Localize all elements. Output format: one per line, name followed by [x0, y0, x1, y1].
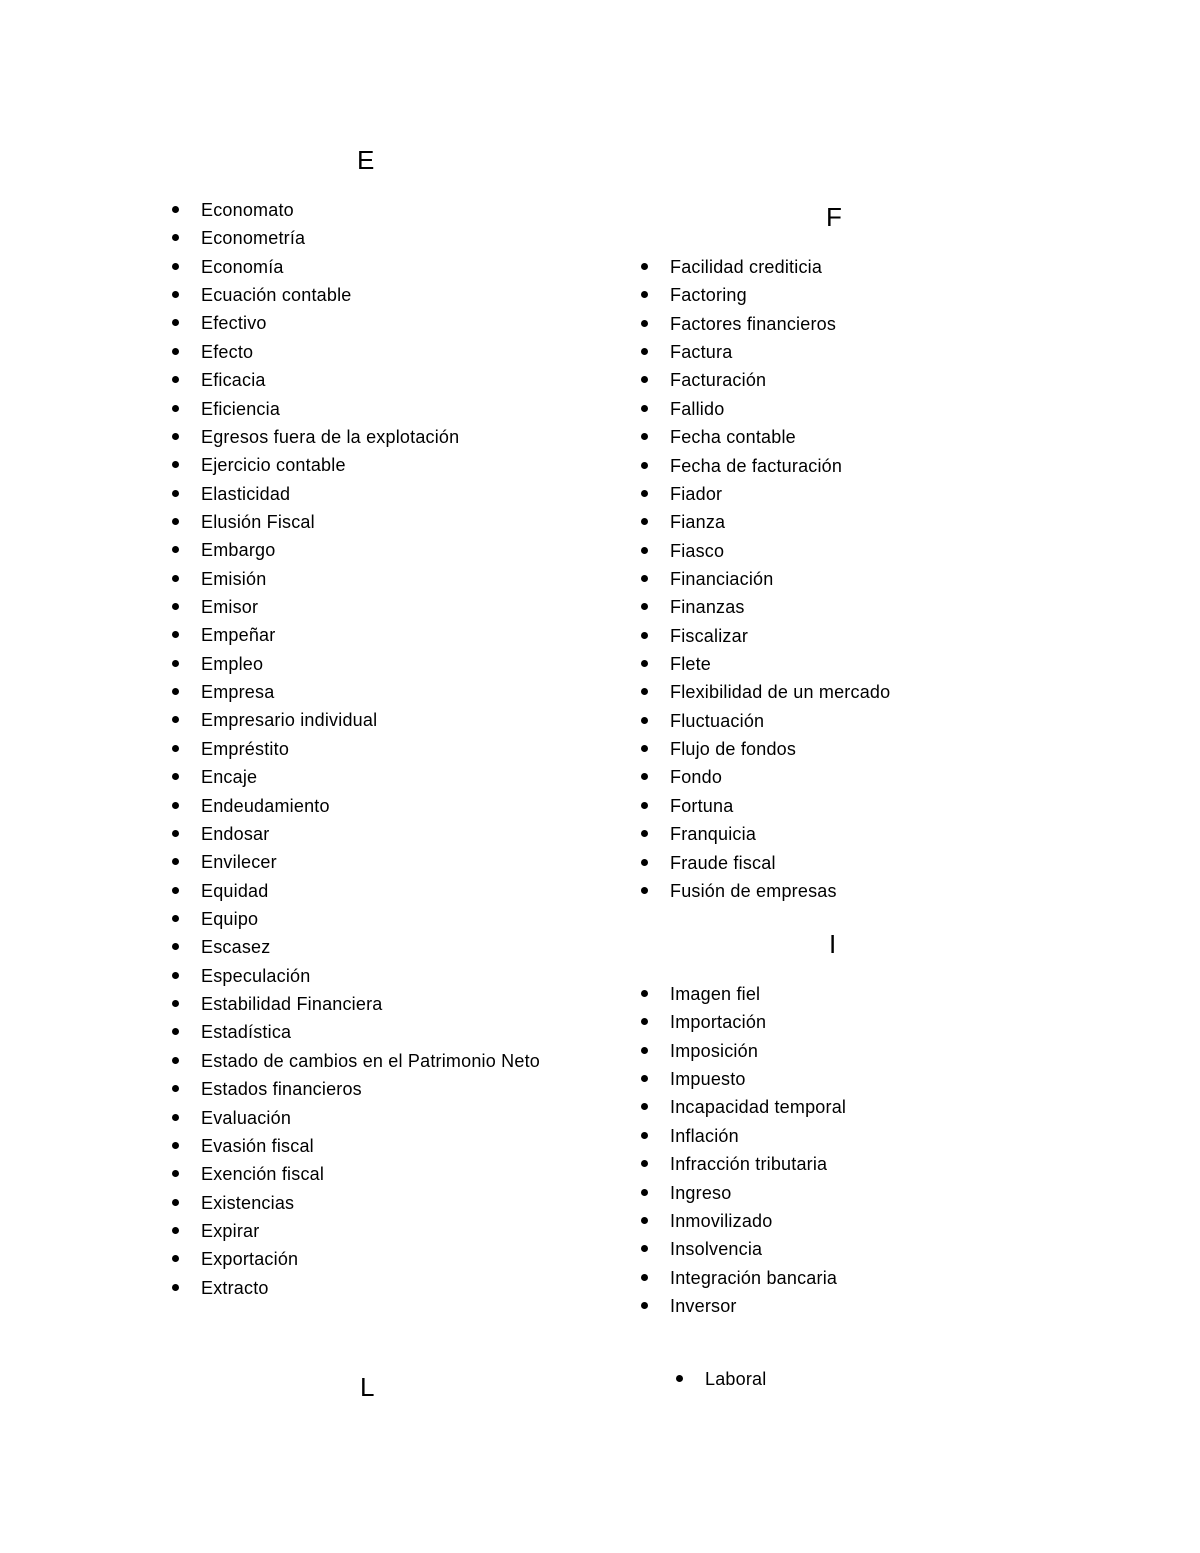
bullet-icon — [172, 319, 179, 326]
term-list-i — [670, 980, 846, 1320]
term-label: Facturación — [670, 370, 767, 391]
term-label: Escasez — [201, 937, 271, 958]
term-label: Ejercicio contable — [201, 455, 346, 476]
term-label: Estados financieros — [201, 1079, 362, 1100]
bullet-icon — [172, 1028, 179, 1035]
list-item — [201, 309, 540, 337]
bullet-icon — [676, 1375, 683, 1382]
list-item — [201, 536, 540, 564]
section-heading-e: E — [357, 145, 375, 175]
list-item — [201, 877, 540, 905]
bullet-icon — [641, 405, 648, 412]
term-label: Factoring — [670, 285, 747, 306]
list-item — [201, 480, 540, 508]
bullet-icon — [641, 1160, 648, 1167]
list-item — [201, 281, 540, 309]
bullet-icon — [172, 887, 179, 894]
bullet-icon — [641, 632, 648, 639]
bullet-icon — [641, 1103, 648, 1110]
term-label: Expirar — [201, 1220, 260, 1241]
list-item — [670, 480, 890, 508]
term-label: Empresa — [201, 682, 275, 703]
list-item — [670, 650, 890, 678]
list-item — [201, 395, 540, 423]
section-heading-i: I — [829, 929, 837, 959]
list-item — [201, 1217, 540, 1245]
term-label: Endeudamiento — [201, 795, 330, 816]
bullet-icon — [172, 546, 179, 553]
list-item — [201, 1018, 540, 1046]
list-item — [670, 735, 890, 763]
list-item — [201, 1274, 540, 1302]
list-item — [670, 763, 890, 791]
bullet-icon — [641, 320, 648, 327]
term-label: Efectivo — [201, 313, 267, 334]
section-heading-l: L — [360, 1372, 375, 1402]
bullet-icon — [172, 1227, 179, 1234]
term-label: Franquicia — [670, 824, 757, 845]
term-label: Envilecer — [201, 852, 277, 873]
list-item — [201, 621, 540, 649]
term-label: Fiador — [670, 483, 723, 504]
list-item — [201, 735, 540, 763]
bullet-icon — [641, 990, 648, 997]
term-label: Elusión Fiscal — [201, 511, 315, 532]
bullet-icon — [172, 206, 179, 213]
bullet-icon — [172, 263, 179, 270]
term-label: Inmovilizado — [670, 1210, 773, 1231]
term-label: Economato — [201, 200, 294, 220]
term-label: Fiscalizar — [670, 625, 749, 646]
term-label: Factura — [670, 342, 733, 363]
list-item — [670, 849, 890, 877]
list-item — [201, 1245, 540, 1273]
list-item — [670, 1093, 846, 1121]
list-item — [201, 253, 540, 281]
list-item — [670, 792, 890, 820]
term-list-e — [201, 196, 540, 1302]
term-label: Equidad — [201, 880, 269, 901]
bullet-icon — [172, 405, 179, 412]
list-item — [670, 1150, 846, 1178]
term-label: Flete — [670, 654, 712, 675]
term-label: Estabilidad Financiera — [201, 994, 383, 1015]
bullet-icon — [641, 1075, 648, 1082]
term-list-l — [705, 1365, 766, 1393]
bullet-icon — [641, 348, 648, 355]
bullet-icon — [641, 263, 648, 270]
bullet-icon — [172, 234, 179, 241]
term-label: Finanzas — [670, 597, 745, 618]
list-item — [201, 366, 540, 394]
bullet-icon — [641, 490, 648, 497]
term-label: Evasión fiscal — [201, 1135, 314, 1156]
bullet-icon — [172, 433, 179, 440]
term-label: Elasticidad — [201, 483, 291, 504]
term-label: Imposición — [670, 1040, 759, 1061]
term-label: Inversor — [670, 1295, 737, 1316]
bullet-icon — [641, 1274, 648, 1281]
bullet-icon — [172, 830, 179, 837]
bullet-icon — [172, 858, 179, 865]
list-item — [201, 1132, 540, 1160]
list-item — [201, 423, 540, 451]
bullet-icon — [641, 830, 648, 837]
bullet-icon — [172, 915, 179, 922]
term-label: Financiación — [670, 568, 774, 589]
term-label: Exención fiscal — [201, 1164, 325, 1185]
term-label: Emisión — [201, 568, 267, 589]
list-item — [670, 310, 890, 338]
term-label: Ecuación contable — [201, 285, 352, 306]
list-item — [201, 820, 540, 848]
list-item — [201, 1075, 540, 1103]
term-label: Laboral — [705, 1369, 767, 1389]
list-item — [670, 565, 890, 593]
term-label: Existencias — [201, 1192, 295, 1213]
term-label: Exportación — [201, 1249, 299, 1270]
bullet-icon — [172, 1000, 179, 1007]
list-item — [670, 1065, 846, 1093]
list-item — [201, 933, 540, 961]
term-label: Econometría — [201, 228, 306, 249]
bullet-icon — [172, 575, 179, 582]
term-label: Fiasco — [670, 540, 725, 561]
list-item — [201, 848, 540, 876]
list-item — [201, 905, 540, 933]
term-label: Egresos fuera de la explotación — [201, 426, 460, 447]
bullet-icon — [641, 376, 648, 383]
bullet-icon — [641, 1189, 648, 1196]
bullet-icon — [641, 688, 648, 695]
term-label: Especulación — [201, 965, 311, 986]
list-item — [670, 1008, 846, 1036]
term-label: Extracto — [201, 1277, 269, 1298]
bullet-icon — [172, 1085, 179, 1092]
list-item — [201, 338, 540, 366]
term-label: Fallido — [670, 398, 725, 419]
list-item — [670, 877, 890, 905]
list-item — [201, 650, 540, 678]
list-item — [670, 253, 890, 281]
list-item — [201, 1047, 540, 1075]
term-label: Equipo — [201, 908, 259, 929]
list-item — [201, 792, 540, 820]
term-label: Efecto — [201, 341, 254, 362]
bullet-icon — [641, 1245, 648, 1252]
list-item — [201, 1189, 540, 1217]
term-list-f — [670, 253, 890, 905]
bullet-icon — [172, 802, 179, 809]
list-item — [201, 451, 540, 479]
bullet-icon — [641, 802, 648, 809]
bullet-icon — [641, 773, 648, 780]
term-label: Endosar — [201, 823, 270, 844]
bullet-icon — [172, 1255, 179, 1262]
term-label: Fortuna — [670, 795, 734, 816]
term-label: Integración bancaria — [670, 1267, 838, 1288]
bullet-icon — [641, 291, 648, 298]
list-item — [201, 565, 540, 593]
list-item — [201, 508, 540, 536]
bullet-icon — [172, 631, 179, 638]
list-item — [201, 678, 540, 706]
bullet-icon — [172, 518, 179, 525]
list-item — [670, 678, 890, 706]
bullet-icon — [641, 462, 648, 469]
term-label: Embargo — [201, 540, 276, 561]
bullet-icon — [641, 547, 648, 554]
term-label: Infracción tributaria — [670, 1154, 828, 1175]
bullet-icon — [641, 433, 648, 440]
list-item — [201, 1160, 540, 1188]
bullet-icon — [172, 1057, 179, 1064]
term-label: Fecha de facturación — [670, 455, 843, 476]
bullet-icon — [172, 1284, 179, 1291]
bullet-icon — [641, 717, 648, 724]
bullet-icon — [641, 1217, 648, 1224]
list-item — [670, 1037, 846, 1065]
term-label: Insolvencia — [670, 1239, 763, 1260]
list-item — [670, 1122, 846, 1150]
term-label: Eficiencia — [201, 398, 281, 419]
list-item — [670, 395, 890, 423]
term-label: Empleo — [201, 653, 264, 674]
bullet-icon — [172, 660, 179, 667]
list-item — [670, 508, 890, 536]
term-label: Fraude fiscal — [670, 852, 776, 873]
list-item — [670, 1235, 846, 1263]
bullet-icon — [172, 716, 179, 723]
term-label: Imagen fiel — [670, 984, 761, 1004]
bullet-icon — [641, 859, 648, 866]
bullet-icon — [172, 461, 179, 468]
bullet-icon — [641, 887, 648, 894]
bullet-icon — [172, 603, 179, 610]
bullet-icon — [641, 1047, 648, 1054]
term-label: Estadística — [201, 1022, 292, 1043]
term-label: Emisor — [201, 597, 259, 618]
term-label: Fusión de empresas — [670, 880, 837, 901]
list-item — [670, 1292, 846, 1320]
list-item — [705, 1365, 766, 1393]
term-label: Economía — [201, 256, 284, 277]
term-label: Inflación — [670, 1125, 739, 1146]
term-label: Impuesto — [670, 1069, 746, 1090]
bullet-icon — [641, 518, 648, 525]
list-item — [201, 1104, 540, 1132]
bullet-icon — [641, 1132, 648, 1139]
term-label: Eficacia — [201, 370, 266, 391]
bullet-icon — [641, 660, 648, 667]
term-label: Evaluación — [201, 1107, 292, 1128]
list-item — [670, 1264, 846, 1292]
bullet-icon — [172, 745, 179, 752]
list-item — [201, 196, 540, 224]
list-item — [670, 366, 890, 394]
bullet-icon — [641, 603, 648, 610]
term-label: Incapacidad temporal — [670, 1097, 847, 1118]
term-label: Facilidad crediticia — [670, 257, 823, 277]
list-item — [670, 622, 890, 650]
list-item — [670, 338, 890, 366]
term-label: Fecha contable — [670, 427, 796, 448]
bullet-icon — [641, 745, 648, 752]
list-item — [201, 593, 540, 621]
term-label: Ingreso — [670, 1182, 732, 1203]
bullet-icon — [172, 1114, 179, 1121]
term-label: Flexibilidad de un mercado — [670, 682, 891, 703]
list-item — [201, 224, 540, 252]
list-item — [670, 281, 890, 309]
list-item — [670, 1179, 846, 1207]
term-label: Estado de cambios en el Patrimonio Neto — [201, 1050, 540, 1071]
term-label: Importación — [670, 1012, 767, 1033]
list-item — [670, 707, 890, 735]
bullet-icon — [641, 1018, 648, 1025]
list-item — [670, 593, 890, 621]
bullet-icon — [172, 1199, 179, 1206]
bullet-icon — [172, 972, 179, 979]
bullet-icon — [172, 688, 179, 695]
term-label: Empréstito — [201, 738, 290, 759]
list-item — [670, 1207, 846, 1235]
list-item — [201, 990, 540, 1018]
list-item — [201, 962, 540, 990]
list-item — [670, 537, 890, 565]
term-label: Empresario individual — [201, 710, 378, 731]
bullet-icon — [172, 773, 179, 780]
bullet-icon — [172, 348, 179, 355]
list-item — [670, 980, 846, 1008]
list-item — [670, 452, 890, 480]
term-label: Empeñar — [201, 625, 276, 646]
term-label: Factores financieros — [670, 313, 837, 334]
list-item — [201, 763, 540, 791]
list-item — [670, 820, 890, 848]
bullet-icon — [172, 490, 179, 497]
term-label: Flujo de fondos — [670, 739, 797, 760]
bullet-icon — [172, 376, 179, 383]
section-heading-f: F — [826, 202, 842, 232]
bullet-icon — [172, 1142, 179, 1149]
bullet-icon — [641, 1302, 648, 1309]
term-label: Fluctuación — [670, 710, 765, 731]
term-label: Encaje — [201, 767, 258, 788]
list-item — [201, 706, 540, 734]
bullet-icon — [172, 291, 179, 298]
list-item — [670, 423, 890, 451]
term-label: Fianza — [670, 512, 726, 533]
bullet-icon — [172, 943, 179, 950]
term-label: Fondo — [670, 767, 723, 788]
bullet-icon — [172, 1170, 179, 1177]
bullet-icon — [641, 575, 648, 582]
